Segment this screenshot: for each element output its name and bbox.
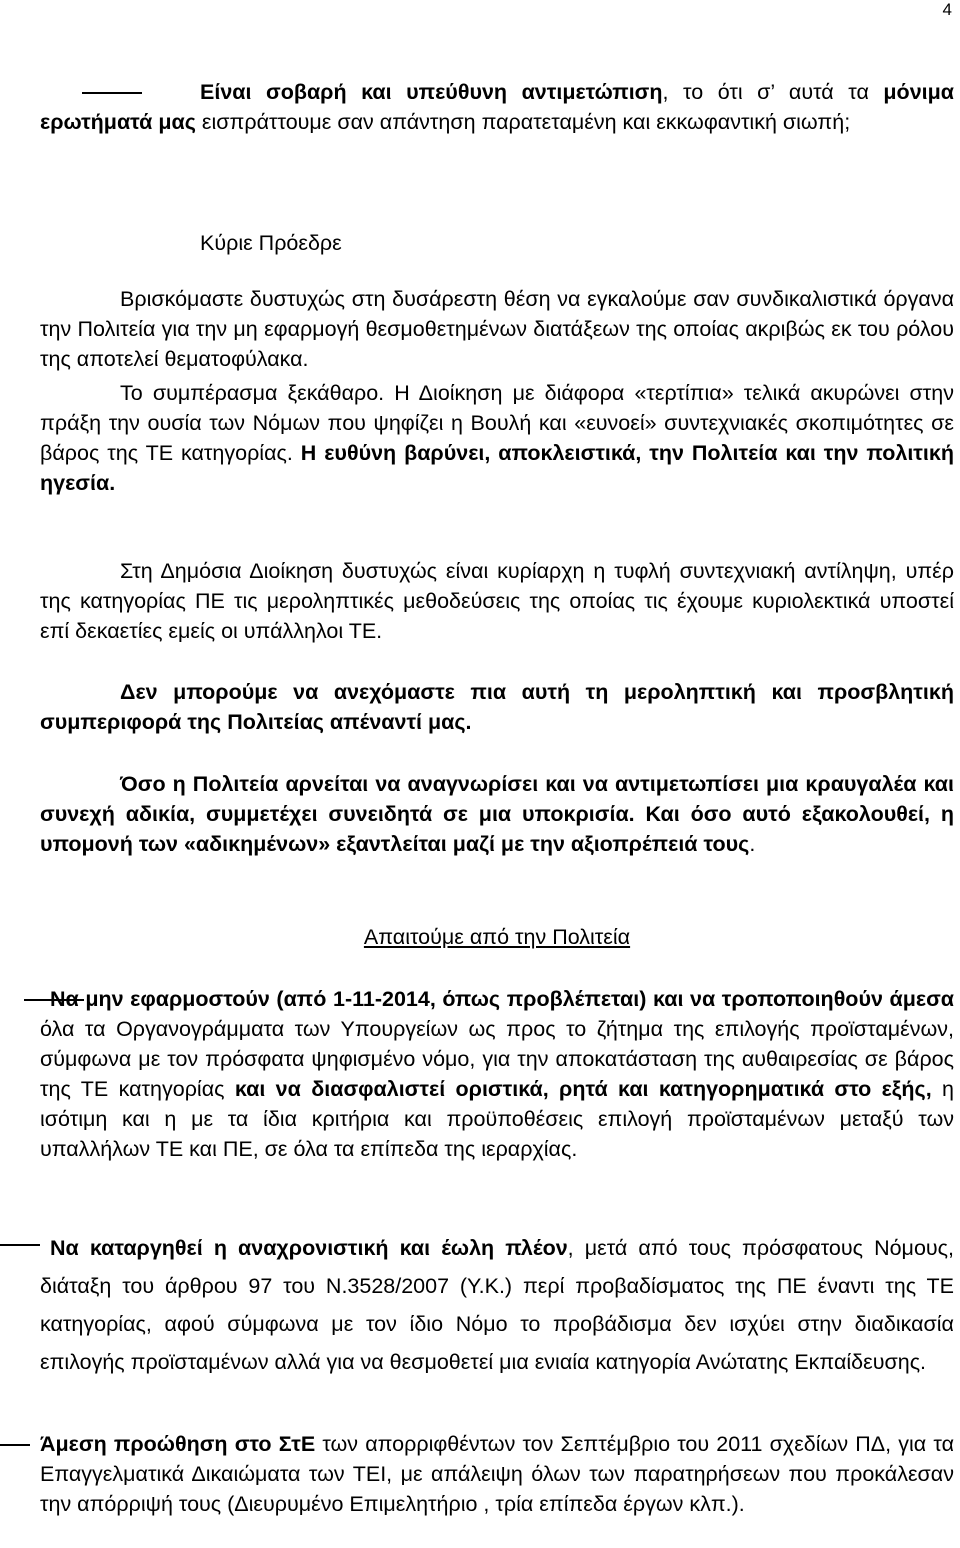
text-run: όλα τα Οργανογράμματα των Υπουργείων ως προς το ζήτημα της επιλογής προϊσταμένων, σύμφωνα με τον πρόσφατα ψηφισμένο νόμο, για την αποκατάσταση της αυθαιρεσίας σε βάρος της ΤΕ κατηγορίας: [40, 1017, 954, 1101]
text-run: , το ότι σ’ αυτά τα: [662, 80, 884, 104]
bold-phrase: Να μην εφαρμοστούν (από 1-11-2014, όπως προβλέπεται) και να τροποποιηθούν άμεσα: [50, 987, 954, 1011]
paragraph-intro: [40, 284, 954, 374]
paragraph-tolerance: [40, 677, 954, 737]
bold-phrase: Όσο η Πολιτεία αρνείται να αναγνωρίσει και να αντιμετωπίσει μια κραυγαλέα και συνεχή αδικία, συμμετέχει συνειδητά σε μια υποκρισία. Και όσο αυτό εξακολουθεί, η υπομονή των «αδικημένων» εξαντλείται μαζί με την αξιοπρέπειά τους: [40, 772, 954, 856]
text-run: η ισότιμη και η με τα ίδια κριτήρια και προϋποθέσεις επιλογή προϊσταμένων μεταξύ των υπαλλήλων ΤΕ και ΠΕ, σε όλα τα επίπεδα της ιεραρχίας.: [40, 1077, 954, 1161]
paragraph-text: Στη Δημόσια Διοίκηση δυστυχώς είναι κυρίαρχη η τυφλή συντεχνιακή αντίληψη, υπέρ της κατηγορίας ΠΕ τις μεροληπτικές μεθοδεύσεις της οποίας τις έχουμε κυριολεκτικά υποστεί επί δεκαετίες εμείς οι υπάλληλοι ΤΕ.: [40, 559, 954, 643]
text-run: .: [749, 832, 756, 856]
text-run: εισπράττουμε σαν απάντηση παρατεταμένη και εκκωφαντική σιωπή;: [195, 110, 851, 134]
paragraph-text: Δεν μπορούμε να ανεχόμαστε πια αυτή τη μεροληπτική και προσβλητική συμπεριφορά της Πολιτείας απέναντί μας.: [40, 680, 954, 734]
bold-phrase: Άμεση προώθηση στο ΣτΕ: [40, 1432, 316, 1456]
bullet-dash: [0, 1244, 40, 1246]
demand-item-1: [40, 984, 954, 1164]
section-heading: [40, 922, 954, 952]
text-run: , μετά από τους πρόσφατους Νόμους, διάταξη του άρθρου 97 του Ν.3528/2007 (Υ.Κ.) περί προβαδίσματος της ΠΕ έναντι της ΤΕ κατηγορίας, αφού σύμφωνα με τον ίδιο Νόμο το προβάδισμα δεν ισχύει στην διαδικασία επιλογής προϊσταμένων αλλά για να θεσμοθετεί μια ενιαία κατηγορία Ανώτατης Εκπαίδευσης.: [40, 1236, 954, 1374]
demand-item-2: [40, 1229, 954, 1381]
paragraph-question: [40, 77, 954, 137]
bold-phrase: Η ευθύνη βαρύνει, αποκλειστικά, την Πολιτεία και την πολιτική ηγεσία.: [40, 441, 954, 495]
salutation-text: Κύριε Πρόεδρε: [200, 231, 342, 255]
bold-phrase: μόνιμα ερωτήματά μας: [40, 80, 954, 134]
paragraph-hypocrisy: [40, 769, 954, 859]
demand-item-3: [40, 1429, 954, 1519]
bullet-dash: [0, 1444, 30, 1446]
paragraph-administration: [40, 556, 954, 646]
salutation: [200, 228, 600, 258]
page-number: 4: [942, 0, 952, 19]
paragraph-conclusion: [40, 378, 954, 498]
heading-text: Απαιτούμε από την Πολιτεία: [363, 925, 631, 949]
bold-phrase: και να διασφαλιστεί οριστικά, ρητά και κατηγορηματικά στο εξής,: [234, 1077, 932, 1101]
text-run: Το συμπέρασμα ξεκάθαρο. Η Διοίκηση με διάφορα «τερτίπια» τελικά ακυρώνει στην πράξη την ουσία των Νόμων που ψηφίζει η Βουλή και «ευνοεί» συντεχνιακές σκοπιμότητες σε βάρος της ΤΕ κατηγορίας.: [40, 381, 954, 465]
text-run: των απορριφθέντων τον Σεπτέμβριο του 2011 σχεδίων ΠΔ, για τα Επαγγελματικά Δικαιώματα των ΤΕΙ, με απάλειψη όλων των παρατηρήσεων που προκάλεσαν την απόρριψή τους (Διευρυμένο Επιμελητήριο , τρία επίπεδα έργων κλπ.).: [40, 1432, 954, 1516]
paragraph-text: Βρισκόμαστε δυστυχώς στη δυσάρεστη θέση να εγκαλούμε σαν συνδικαλιστικά όργανα την Πολιτεία για την μη εφαρμογή θεσμοθετημένων διατάξεων της οποίας ακριβώς εκ του ρόλου της αποτελεί θεματοφύλακα.: [40, 287, 954, 371]
bold-phrase: Είναι σοβαρή και υπεύθυνη αντιμετώπιση: [200, 80, 663, 104]
bold-phrase: Να καταργηθεί η αναχρονιστική και έωλη πλέον: [50, 1236, 568, 1260]
